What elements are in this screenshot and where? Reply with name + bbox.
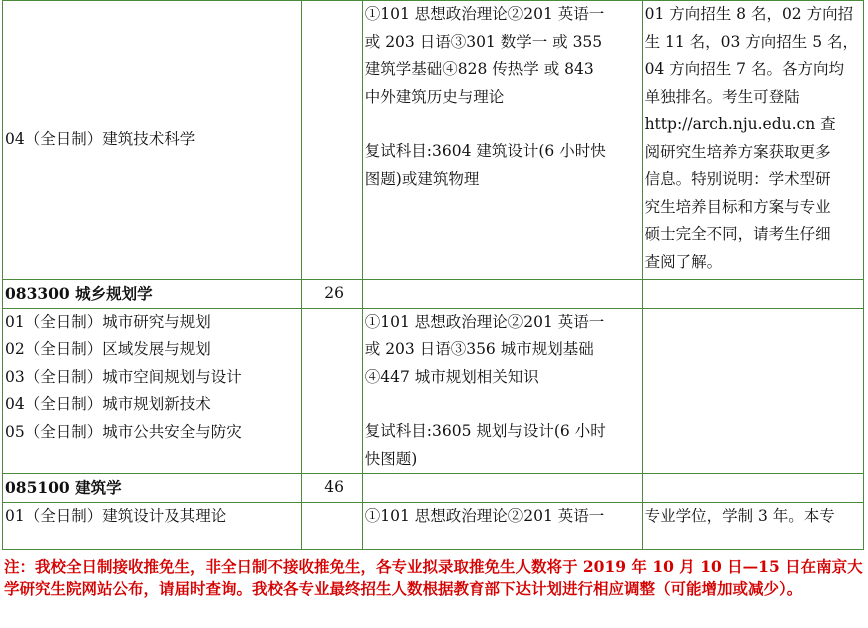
count-cell	[302, 502, 362, 549]
remark-cell	[642, 502, 863, 549]
remark-cell	[642, 474, 863, 503]
exam-line: 建筑学基础④828 传热学 或 843	[364, 60, 594, 78]
exam-cell	[362, 1, 642, 280]
major-cell	[3, 280, 302, 309]
exam-line: 中外建筑历史与理论	[364, 87, 505, 106]
direction-cell	[3, 308, 302, 474]
remark-line: 查阅了解。	[644, 252, 723, 271]
table-row	[3, 1, 864, 280]
footnote: 注：我校全日制接收推免生，非全日制不接收推免生，各专业拟录取推免生人数将于 2019 年 10 月 10 日—15 日在南京大学研究生院网站公布，请届时查询。我校各专业最终招生人数根据教育部下达计划进行相应调整（可能增加或减少）。	[4, 557, 863, 598]
exam-line: ④447 城市规划相关知识	[364, 367, 539, 386]
major-name: 085100 建筑学	[5, 478, 122, 497]
count-cell	[302, 1, 362, 280]
remark-line: 单独排名。考生可登陆	[644, 87, 800, 106]
major-name: 083300 城乡规划学	[5, 284, 153, 303]
retest-line: 图题)或建筑物理	[364, 169, 480, 188]
exam-line: 或 203 日语③356 城市规划基础	[364, 340, 594, 358]
remark-cell	[642, 280, 863, 309]
retest-line: 快图题)	[364, 449, 418, 468]
exam-cell	[362, 474, 642, 503]
exam-line: ①101 思想政治理论②201 英语一	[364, 312, 605, 331]
remark-cell	[642, 308, 863, 474]
exam-cell	[362, 502, 642, 549]
direction-text: 03（全日制）城市空间规划与设计	[5, 367, 242, 386]
table-row	[3, 474, 864, 503]
remark-line: 硕士完全不同，请考生仔细	[644, 225, 831, 243]
direction-text: 02（全日制）区域发展与规划	[5, 340, 211, 358]
direction-cell	[3, 502, 302, 549]
table-row	[3, 280, 864, 309]
admission-table	[2, 0, 864, 550]
remark-line: 专业学位，学制 3 年。本专	[644, 506, 835, 525]
table-row	[3, 308, 864, 474]
direction-text: 01（全日制）城市研究与规划	[5, 312, 211, 331]
direction-text: 05（全日制）城市公共安全与防灾	[5, 422, 242, 441]
exam-line: ①101 思想政治理论②201 英语一	[364, 506, 605, 525]
retest-line: 复试科目:3604 建筑设计(6 小时快	[364, 142, 606, 160]
remark-line: 生 11 名，03 方向招生 5 名，	[644, 32, 859, 51]
count-cell	[302, 308, 362, 474]
direction-text: 04（全日制）建筑技术科学	[5, 130, 196, 149]
direction-text: 04（全日制）城市规划新技术	[5, 395, 211, 413]
count-cell	[302, 280, 362, 309]
remark-line: 阅研究生培养方案获取更多	[644, 142, 831, 161]
remark-line: 01 方向招生 8 名，02 方向招	[644, 5, 854, 23]
exam-cell	[362, 280, 642, 309]
major-cell	[3, 474, 302, 503]
remark-line: 04 方向招生 7 名。各方向均	[644, 60, 844, 78]
enroll-count: 46	[324, 478, 345, 496]
count-cell	[302, 474, 362, 503]
exam-line: ①101 思想政治理论②201 英语一	[364, 5, 605, 23]
enroll-count: 26	[324, 284, 345, 302]
remark-line: 信息。特别说明：学术型研	[644, 170, 831, 188]
retest-line: 复试科目:3605 规划与设计(6 小时	[364, 422, 606, 440]
remark-line: 究生培养目标和方案与专业	[644, 197, 831, 216]
remark-cell	[642, 1, 863, 280]
direction-cell	[3, 1, 302, 280]
direction-text: 01（全日制）建筑设计及其理论	[5, 506, 227, 525]
remark-line: http://arch.nju.edu.cn 查	[644, 115, 836, 133]
exam-line: 或 203 日语③301 数学一 或 355	[364, 32, 603, 51]
table-row	[3, 502, 864, 549]
exam-cell	[362, 308, 642, 474]
